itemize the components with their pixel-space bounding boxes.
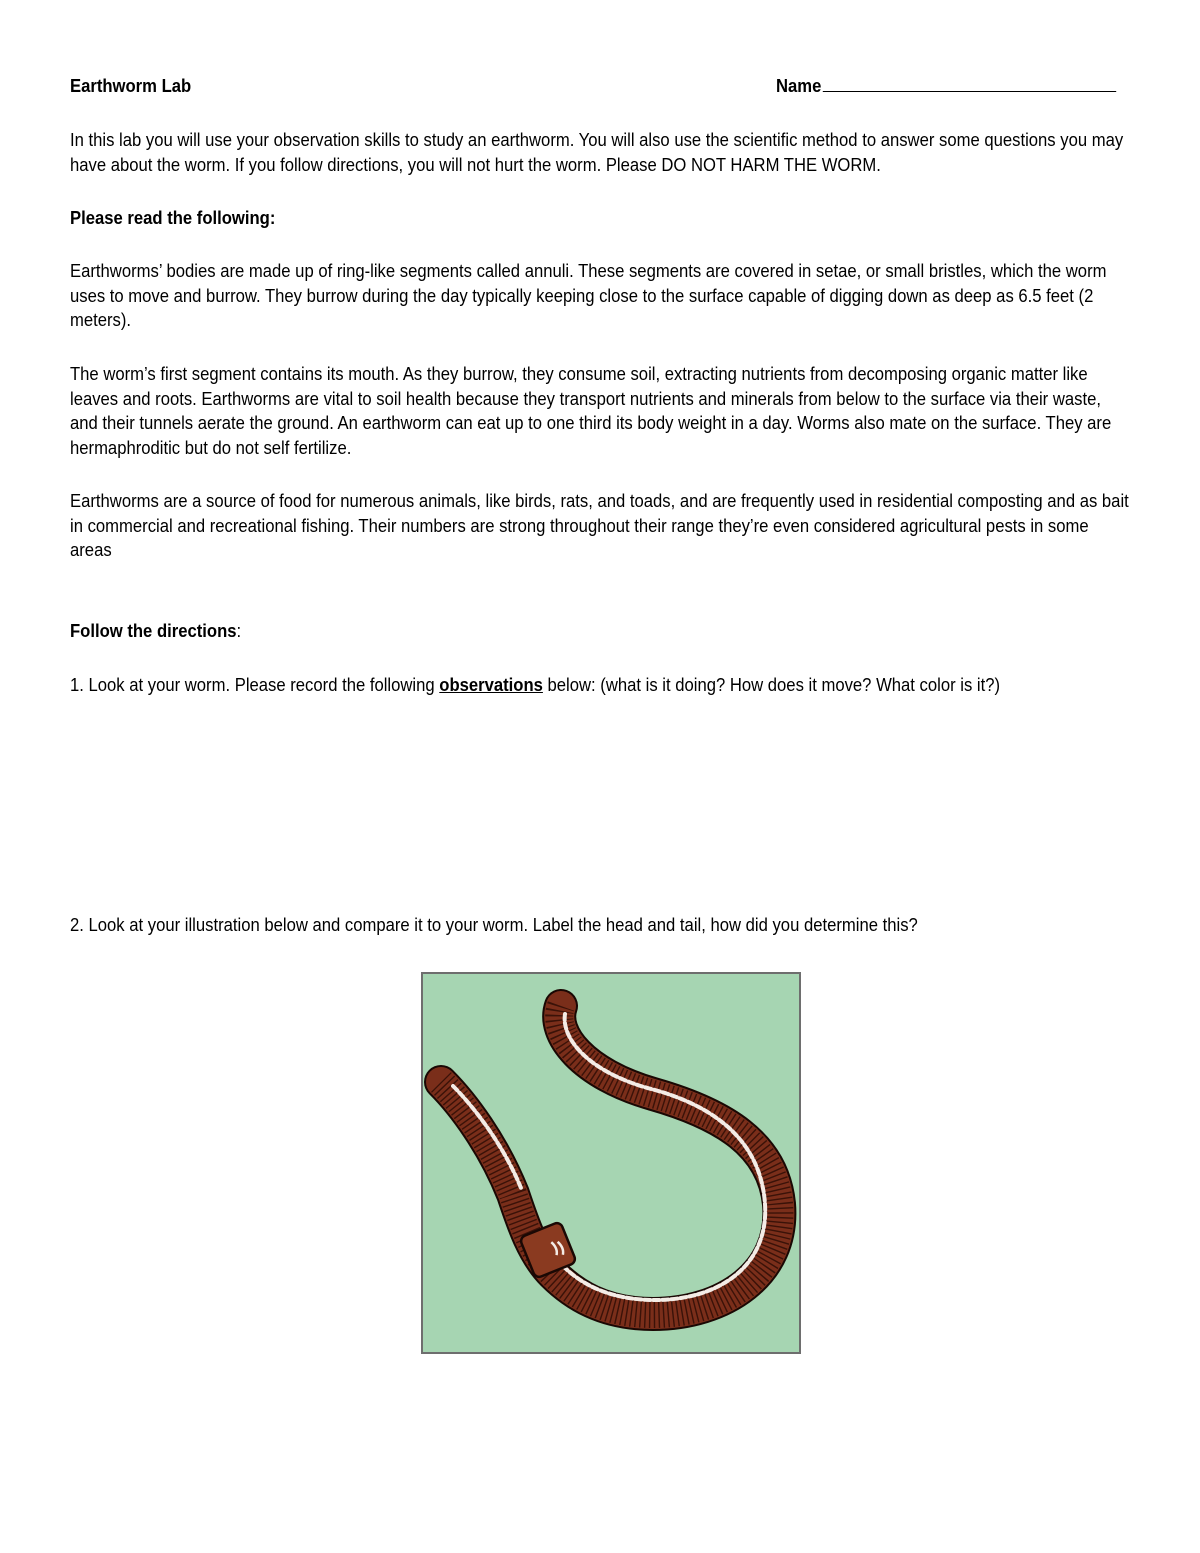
name-label: Name	[776, 75, 822, 96]
question-1-end: below: (what is it doing? How does it move? What color is it?)	[542, 674, 1001, 695]
reading-paragraph-1: Earthworms’ bodies are made up of ring-like segments called annuli. These segments are covered in setae, or small bristles, which the worm uses to move and burrow. They burrow during the day typically keeping close to the surface capable of digging down as deep as 6.5 feet (2 meters).	[70, 260, 1107, 330]
intro-paragraph: In this lab you will use your observation skills to study an earthworm. You will also use the scientific method to answer some questions you may have about the worm. If you follow directions, you will not hurt the worm. Please DO NOT HARM THE WORM.	[70, 129, 1124, 175]
directions-heading-text: Follow the directions	[70, 620, 237, 641]
directions-heading-colon: :	[236, 620, 242, 641]
question-1	[70, 673, 1130, 698]
reading-paragraph-3: Earthworms are a source of food for numerous animals, like birds, rats, and toads, and are frequently used in residential composting and as bait in commercial and recreational fishing. Their numbers are strong throughout their range they’re even considered agricultural pests in some areas	[70, 490, 1129, 560]
reading-paragraph-2: The worm’s first segment contains its mouth. As they burrow, they consume soil, extracting nutrients from decomposing organic matter like leaves and roots. Earthworms are vital to soil health because they transport nutrients and minerals from below to the surface via their waste, and their tunnels aerate the ground. An earthworm can eat up to one third its body weight in a day. Worms also mate on the surface. They are hermaphroditic but do not self fertilize.	[70, 363, 1112, 458]
worm-body	[441, 1006, 779, 1314]
question-2: 2. Look at your illustration below and compare it to your worm. Label the head and tail, how did you determine this?	[70, 914, 918, 935]
reading-heading: Please read the following:	[70, 207, 276, 228]
name-blank-line[interactable]	[823, 74, 1116, 92]
earthworm-illustration	[421, 972, 801, 1354]
directions-heading	[70, 619, 1130, 644]
question-1-start: 1. Look at your worm. Please record the following	[70, 674, 440, 695]
worksheet-title: Earthworm Lab	[70, 75, 192, 96]
name-field[interactable]	[776, 74, 1117, 99]
question-1-keyword: observations	[439, 674, 543, 695]
earthworm-drawing	[423, 974, 799, 1352]
